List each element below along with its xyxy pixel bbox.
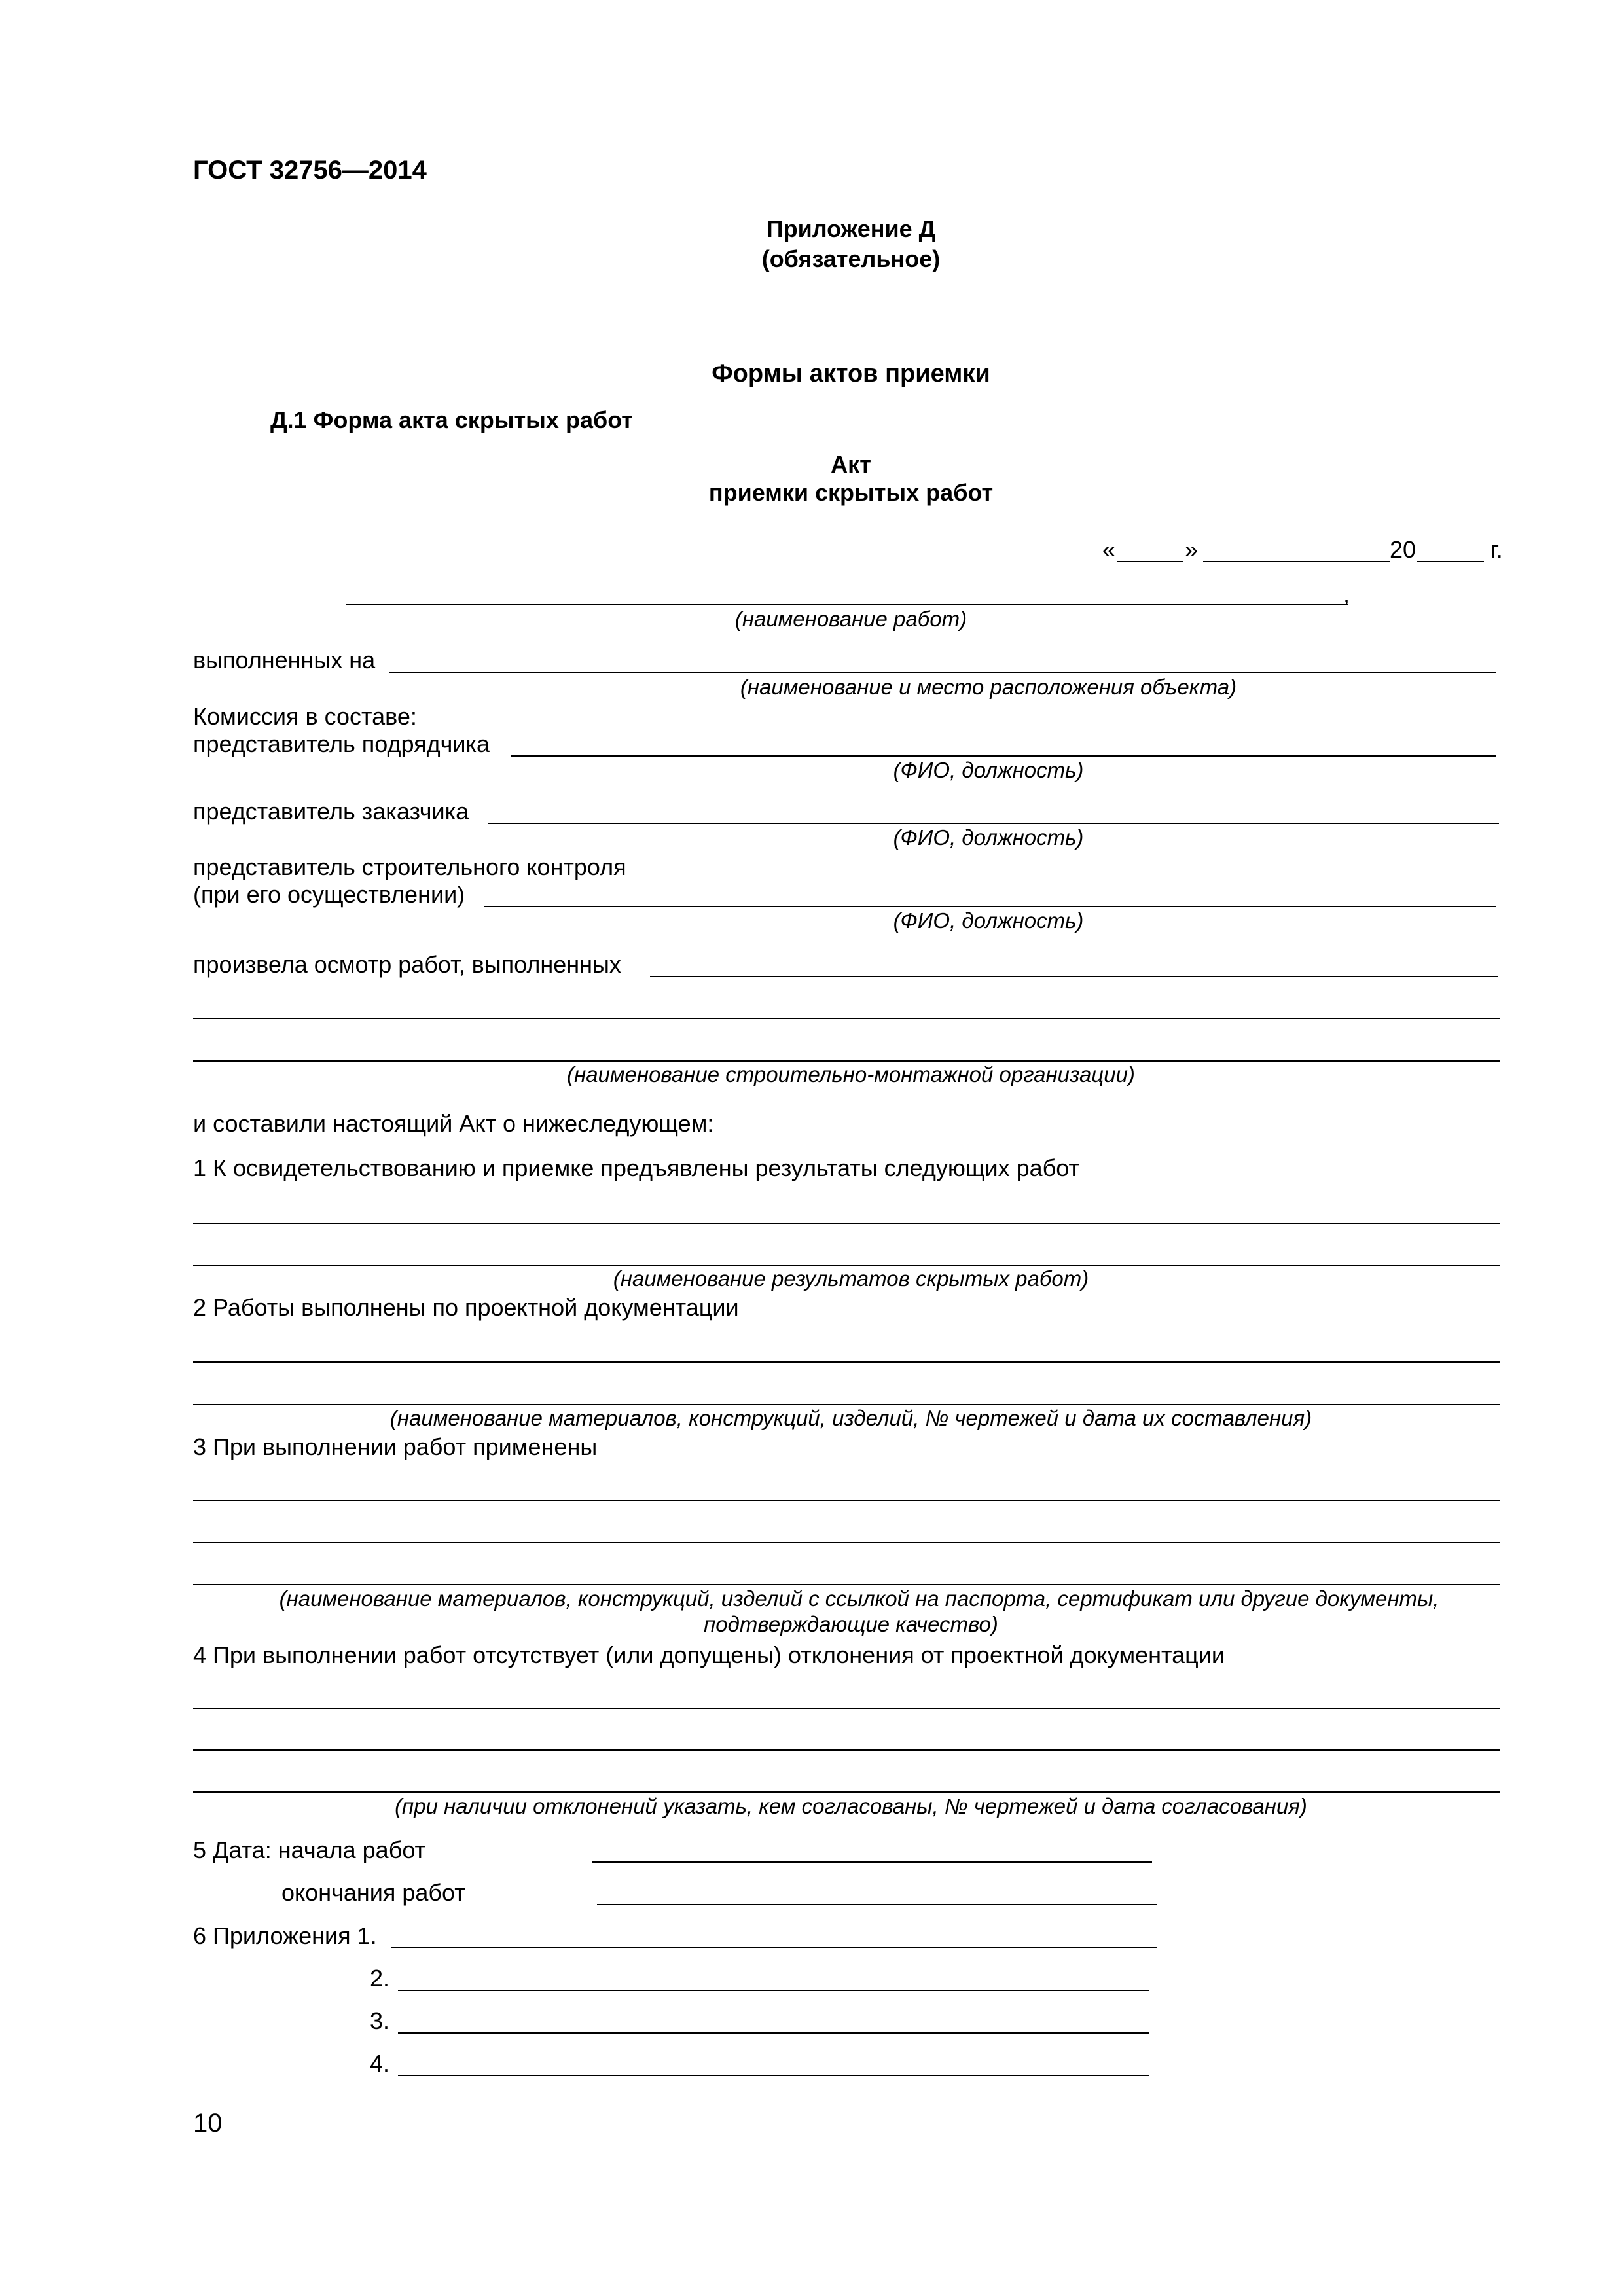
item-3-field-1[interactable]	[193, 1500, 1500, 1501]
attachment-number-2: 2.	[370, 1965, 390, 1992]
item-2-text: 2 Работы выполнены по проектной документации	[193, 1294, 739, 1321]
date-year-field[interactable]	[1417, 561, 1484, 562]
start-date-field[interactable]	[592, 1861, 1152, 1863]
item-1-field-1[interactable]	[193, 1223, 1500, 1224]
date-year-suffix: г.	[1490, 536, 1503, 563]
organization-field-1[interactable]	[650, 976, 1498, 977]
item-3-text: 3 При выполнении работ применены	[193, 1433, 598, 1460]
appendix-title: Приложение Д	[766, 215, 936, 242]
attachment-field-2[interactable]	[398, 1990, 1149, 1991]
fio-caption-contractor: (ФИО, должность)	[893, 758, 1084, 782]
works-comma: ,	[1343, 581, 1350, 607]
item-3-caption-line-2: подтверждающие качество)	[704, 1612, 998, 1636]
item-1-text: 1 К освидетельствованию и приемке предъявлены результаты следующих работ	[193, 1155, 1079, 1181]
item-4-text: 4 При выполнении работ отсутствует (или допущены) отклонения от проектной документации	[193, 1641, 1225, 1668]
item-1-caption: (наименование результатов скрытых работ)	[613, 1266, 1089, 1291]
appendix-status: (обязательное)	[761, 245, 941, 272]
attachment-number-4: 4.	[370, 2050, 390, 2077]
attachment-field-1[interactable]	[391, 1947, 1157, 1948]
attachment-number-3: 3.	[370, 2007, 390, 2034]
item-4-field-2[interactable]	[193, 1749, 1500, 1751]
end-date-field[interactable]	[597, 1904, 1157, 1905]
control-rep-note: (при его осуществлении)	[193, 881, 465, 908]
date-month-field[interactable]	[1203, 561, 1390, 562]
item-6-label: 6 Приложения 1.	[193, 1922, 377, 1949]
customer-rep-label: представитель заказчика	[193, 798, 469, 825]
item-4-caption: (при наличии отклонений указать, кем согласованы, № чертежей и дата согласования)	[395, 1794, 1307, 1818]
date-open-quote: «	[1102, 536, 1116, 563]
section-title: Формы актов приемки	[712, 360, 990, 387]
item-2-field-1[interactable]	[193, 1361, 1500, 1363]
item-5-label: 5 Дата: начала работ	[193, 1837, 426, 1863]
fio-caption-customer: (ФИО, должность)	[893, 825, 1084, 850]
item-5-end-label: окончания работ	[281, 1879, 465, 1906]
control-rep-label: представитель строительного контроля	[193, 853, 626, 880]
organization-field-2[interactable]	[193, 1018, 1500, 1019]
act-title: Акт	[831, 451, 871, 478]
date-year-prefix: 20	[1390, 536, 1416, 563]
standard-number: ГОСТ 32756—2014	[193, 156, 427, 185]
commission-label: Комиссия в составе:	[193, 703, 417, 730]
fio-caption-control: (ФИО, должность)	[893, 908, 1084, 933]
contractor-rep-label: представитель подрядчика	[193, 730, 490, 757]
attachment-field-4[interactable]	[398, 2075, 1149, 2076]
item-4-field-1[interactable]	[193, 1708, 1500, 1709]
organization-caption: (наименование строительно-монтажной организации)	[567, 1062, 1135, 1086]
works-caption: (наименование работ)	[734, 607, 967, 631]
item-2-caption: (наименование материалов, конструкций, изделий, № чертежей и дата их составления)	[389, 1406, 1312, 1430]
compiled-statement: и составили настоящий Акт о нижеследующем:	[193, 1110, 714, 1137]
date-day-field[interactable]	[1117, 561, 1183, 562]
item-3-field-2[interactable]	[193, 1542, 1500, 1543]
date-close-quote: »	[1185, 536, 1199, 563]
subsection-title: Д.1 Форма акта скрытых работ	[270, 406, 633, 433]
inspection-label: произвела осмотр работ, выполненных	[193, 951, 621, 978]
performed-on-label: выполненных на	[193, 647, 376, 673]
item-3-caption-line-1: (наименование материалов, конструкций, изделий с ссылкой на паспорта, сертификат или другие документы,	[279, 1587, 1439, 1611]
object-caption: (наименование и место расположения объекта)	[740, 675, 1237, 699]
page-number: 10	[193, 2109, 223, 2138]
attachment-field-3[interactable]	[398, 2032, 1149, 2034]
act-subtitle: приемки скрытых работ	[708, 479, 994, 506]
